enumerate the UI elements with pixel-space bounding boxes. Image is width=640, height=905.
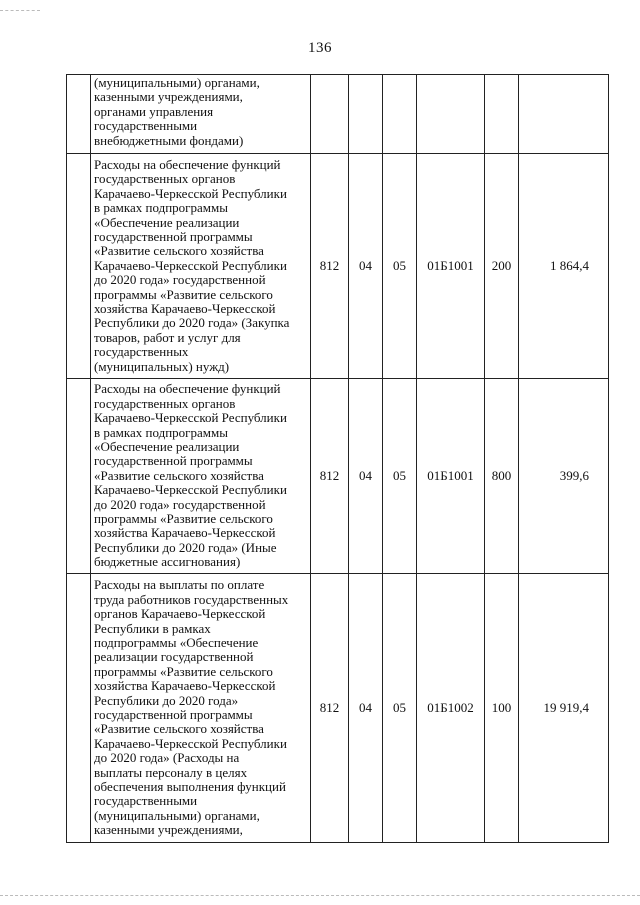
description-line: «Развитие сельского хозяйства	[94, 467, 264, 483]
csr-cell: 01Б1001	[417, 154, 485, 379]
csr-cell: 01Б1002	[417, 574, 485, 843]
rz-cell: 04	[349, 574, 383, 843]
budget-table	[66, 74, 609, 843]
row-number-cell	[67, 75, 91, 154]
description-line: хозяйства Карачаево-Черкесской	[94, 525, 276, 541]
description-line: Карачаево-Черкесской Республики	[94, 482, 287, 498]
vr-cell: 200	[485, 154, 519, 379]
description-line: Карачаево-Черкесской Республики	[94, 257, 287, 273]
vr-cell	[485, 75, 519, 154]
description-line: труда работников государственных	[94, 591, 289, 607]
description-line: государственных органов	[94, 171, 236, 187]
row-number-cell	[67, 154, 91, 379]
grbs-cell: 812	[311, 574, 349, 843]
grbs-cell	[311, 75, 349, 154]
pr-cell: 05	[383, 379, 417, 574]
description-line: программы «Развитие сельского	[94, 511, 273, 527]
description-cell	[91, 154, 311, 379]
description-line: государственными	[94, 793, 198, 809]
description-line: до 2020 года» (Расходы на	[94, 750, 240, 766]
table-row	[67, 154, 609, 379]
description-cell	[91, 574, 311, 843]
description-line: государственных органов	[94, 395, 236, 411]
description-line: программы «Развитие сельского	[94, 286, 273, 302]
description-line: бюджетные ассигнования)	[94, 554, 241, 570]
description-line: программы «Развитие сельского	[94, 663, 273, 679]
description-line: (муниципальными) органами,	[94, 75, 260, 90]
description-line: Республики до 2020 года»	[94, 692, 239, 708]
description-line: Расходы на обеспечение функций	[94, 381, 281, 397]
vr-cell: 800	[485, 379, 519, 574]
sum-cell: 19 919,4	[519, 574, 609, 843]
sum-cell	[519, 75, 609, 154]
description-line: Республики до 2020 года» (Иные	[94, 539, 277, 555]
description-line: казенными учреждениями,	[94, 822, 243, 838]
description-line: выплаты персоналу в целях	[94, 764, 248, 780]
description-line: «Обеспечение реализации	[94, 438, 240, 454]
description-line: товаров, работ и услуг для	[94, 329, 241, 345]
description-line: Карачаево-Черкесской Республики	[94, 410, 287, 426]
description-line: государственной программы	[94, 228, 253, 244]
table-row	[67, 574, 609, 843]
description-line: (муниципальными) органами,	[94, 807, 260, 823]
description-line: реализации государственной	[94, 649, 254, 665]
grbs-cell: 812	[311, 154, 349, 379]
description-line: казенными учреждениями,	[94, 89, 243, 105]
sum-cell: 1 864,4	[519, 154, 609, 379]
description-line: до 2020 года» государственной	[94, 496, 266, 512]
pr-cell	[383, 75, 417, 154]
description-line: государственных	[94, 344, 189, 360]
description-line: в рамках подпрограммы	[94, 424, 228, 440]
description-line: государственной программы	[94, 707, 253, 722]
rz-cell: 04	[349, 154, 383, 379]
csr-cell	[417, 75, 485, 154]
csr-cell: 01Б1001	[417, 379, 485, 574]
description-line: в рамках подпрограммы	[94, 200, 228, 216]
description-line: подпрограммы «Обеспечение	[94, 634, 259, 650]
pr-cell: 05	[383, 574, 417, 843]
description-line: Расходы на обеспечение функций	[94, 156, 281, 172]
description-line: до 2020 года» государственной	[94, 272, 266, 288]
row-number-cell	[67, 574, 91, 843]
sum-cell: 399,6	[519, 379, 609, 574]
rz-cell	[349, 75, 383, 154]
description-line: обеспечения выполнения функций	[94, 779, 286, 795]
description-line: государственной программы	[94, 453, 253, 469]
description-line: органами управления	[94, 103, 214, 119]
description-line: (муниципальных) нужд)	[94, 358, 230, 374]
description-cell	[91, 379, 311, 574]
description-line: внебюджетными фондами)	[94, 132, 244, 148]
description-line: Республики до 2020 года» (Закупка	[94, 315, 290, 331]
description-line: Расходы на выплаты по оплате	[94, 577, 265, 593]
table-row	[67, 75, 609, 154]
description-line: «Развитие сельского хозяйства	[94, 721, 264, 737]
scan-edge-line	[0, 10, 40, 11]
description-line: государственными	[94, 118, 198, 134]
description-line: Республики в рамках	[94, 620, 211, 636]
pr-cell: 05	[383, 154, 417, 379]
description-cell	[91, 75, 311, 154]
page-number: 136	[308, 40, 332, 56]
table-row	[67, 379, 609, 574]
description-line: Карачаево-Черкесской Республики	[94, 185, 287, 201]
description-line: «Обеспечение реализации	[94, 214, 240, 230]
description-line: хозяйства Карачаево-Черкесской	[94, 301, 276, 317]
description-line: «Развитие сельского хозяйства	[94, 243, 264, 259]
rz-cell: 04	[349, 379, 383, 574]
description-line: Карачаево-Черкесской Республики	[94, 735, 287, 751]
vr-cell: 100	[485, 574, 519, 843]
description-line: хозяйства Карачаево-Черкесской	[94, 678, 276, 694]
grbs-cell: 812	[311, 379, 349, 574]
row-number-cell	[67, 379, 91, 574]
scan-edge-line	[0, 895, 640, 896]
description-line: органов Карачаево-Черкесской	[94, 606, 266, 622]
